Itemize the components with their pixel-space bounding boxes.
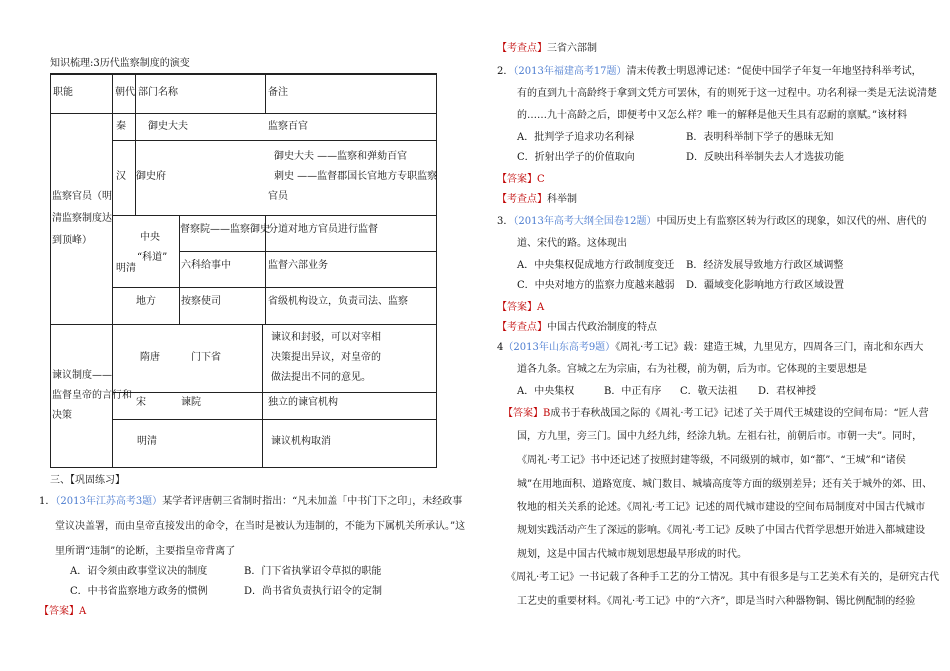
- header-dept: 部门名称: [138, 87, 178, 98]
- q1-source: （2013年江苏高考3题）: [55, 496, 163, 507]
- function-remonstrance: 决策: [52, 410, 72, 421]
- note-suitang: 谏议和封驳，可以对宰相: [271, 332, 381, 343]
- central-label: “科道”: [137, 252, 168, 263]
- q3-text: 道、宋代的路。这体现出: [517, 238, 627, 249]
- dynasty-mingqing-2: 明清: [137, 436, 157, 447]
- central-label: 中央: [140, 232, 160, 243]
- question-3: 3．（2013年高考大纲全国卷12题）中国历史上有监察区转为行政区的现象，如汉代的州、唐代的: [497, 216, 927, 227]
- knowledge-point: 【考查点】三省六部制: [497, 43, 597, 54]
- q4-explain: 规划，这是中国古代城市规划思想最早形成的时代。: [517, 549, 747, 560]
- note-han: 官员: [268, 191, 288, 202]
- q3-option-d: D．疆域变化影响地方行政区域设置: [686, 280, 845, 291]
- q3-option-b: B．经济发展导致地方行政区域调整: [686, 260, 844, 271]
- note-han: 刺史 ——监督郡国长官地方专职监察: [274, 171, 438, 182]
- dept-duchayuan: 督察院——监察御史: [180, 224, 270, 235]
- dept-jianyuan: 谏院: [181, 397, 201, 408]
- q2-option-c: C．折射出学子的价值取向: [517, 152, 635, 163]
- note-suitang: 做法提出不同的意见。: [271, 372, 371, 383]
- q1-option-b: B．门下省执掌诏令草拟的职能: [244, 566, 382, 577]
- q4-explain: 牧地的相关关系的论述。《周礼·考工记》记述的周代城市建设的空间布局制度对中国古代城市: [517, 502, 926, 513]
- knowledge-point: 【考查点】科举制: [497, 194, 577, 205]
- note-han: 御史大夫 ——监察和弹劾百官: [274, 151, 408, 162]
- q1-answer: 【答案】A: [39, 606, 87, 617]
- header-note: 备注: [268, 87, 288, 98]
- q2-option-a: A．批判学子追求功名利禄: [517, 132, 635, 143]
- dept-menxia: 门下省: [191, 352, 221, 363]
- header-function: 职能: [53, 87, 73, 98]
- note-liuke: 监督六部业务: [268, 260, 328, 271]
- dept-liuke: 六科给事中: [181, 260, 231, 271]
- q2-option-b: B．表明科举制下学子的愚昧无知: [686, 132, 834, 143]
- q1-number: 1．: [39, 496, 56, 507]
- note-mingqing-2: 谏议机构取消: [271, 436, 331, 447]
- note-anchashi: 省级机构设立，负责司法、监察: [268, 296, 408, 307]
- q1-option-c: C．中书省监察地方政务的惯例: [70, 586, 208, 597]
- function-remonstrance: 谏议制度——: [52, 370, 112, 381]
- q4-extra: 工艺史的重要材料。《周礼·考工记》中的“六齐”，即是当时六种器物铜、锡比例配制的经验: [517, 596, 916, 607]
- q3-option-a: A．中央集权促成地方行政制度变迁: [517, 260, 675, 271]
- dynasty-song: 宋: [136, 397, 146, 408]
- note-qin: 监察百官: [268, 121, 308, 132]
- q1-option-d: D．尚书省负责执行诏令的定制: [244, 586, 383, 597]
- q4-option-a: A．中央集权: [517, 386, 575, 397]
- question-1: [39, 497, 462, 507]
- dynasty-qin: 秦: [116, 121, 126, 132]
- q2-text: 有的直到九十高龄终于拿到文凭方可罢休，有的则死于这一过程中。功名利禄一类是无法说清楚: [517, 88, 937, 99]
- dept-han: 御史府: [136, 171, 166, 182]
- q4-text: 道各九条。宫城之左为宗庙，右为社稷，前为朝，后为市。它体现的主要思想是: [517, 364, 867, 375]
- function-supervision: 监察官员（明: [52, 191, 112, 202]
- function-supervision: 清监察制度达: [52, 213, 112, 224]
- q2-option-d: D．反映出科举制失去人才选拔功能: [686, 152, 845, 163]
- q1-text: 某学者评唐朝三省制时指出：“凡未加盖「中书门下之印」，未经政事: [162, 496, 463, 507]
- q4-explain: 城”在用地面积、道路宽度、城门数目、城墙高度等方面的级别差异；还有关于城外的郊、田、: [517, 479, 933, 490]
- q4-extra: 《周礼·考工记》一书记载了各种手工艺的分工情况。其中有很多是与工艺美术有关的，是研究古代: [506, 572, 940, 583]
- q4-option-b: B．中正有序: [604, 386, 662, 397]
- header-dynasty: 朝代: [115, 87, 135, 98]
- q3-answer: 【答案】A: [497, 302, 545, 313]
- function-remonstrance: 监督皇帝的言行和: [52, 390, 132, 401]
- dept-qin: 御史大夫: [148, 121, 188, 132]
- q2-answer: 【答案】C: [497, 174, 545, 185]
- q4-option-d: D．君权神授: [758, 386, 817, 397]
- dept-anchashi: 按察使司: [181, 296, 221, 307]
- section-title: 三、【巩固练习】: [50, 475, 125, 486]
- knowledge-point: 【考查点】中国古代政治制度的特点: [497, 322, 657, 333]
- q1-text: 里所谓“违制”的论断，主要指皇帝背离了: [55, 546, 236, 557]
- dynasty-mingqing: 明清: [116, 263, 136, 274]
- section-heading: 知识梳理:3历代监察制度的演变: [50, 58, 190, 69]
- note-song: 独立的谏官机构: [268, 397, 338, 408]
- function-supervision: 到顶峰）: [52, 235, 92, 246]
- q1-text: 堂议决盖署，而由皇帝直接发出的命令，在当时是被认为违制的，不能为下属机关所承认。”这: [55, 521, 466, 532]
- q3-option-c: C．中央对地方的监察力度越来越弱: [517, 280, 675, 291]
- note-duchayuan: 分道对地方官员进行监督: [268, 224, 378, 235]
- supervision-table: [50, 73, 436, 468]
- dynasty-suitang: 隋唐: [140, 352, 160, 363]
- q4-explain: 规划实践活动产生了深远的影响。《周礼·考工记》反映了中国古代哲学思想开始进入都城建设: [517, 525, 926, 536]
- question-2: 2．（2013年福建高考17题）清末传教士明恩溥记述：“促使中国学子年复一年地坚持科举考试，: [497, 66, 922, 77]
- dynasty-han: 汉: [116, 171, 126, 182]
- q1-option-a: A．诏令须由政事堂议决的制度: [70, 566, 208, 577]
- q4-option-c: C．敬天法祖: [680, 386, 738, 397]
- q2-text: 的……九十高龄之后，即便考中又怎么样？唯一的解释是他天生具有忍耐的禀赋。”该材料: [517, 110, 908, 121]
- q4-answer: 【答案】B成书于春秋战国之际的《周礼·考工记》记述了关于周代王城建设的空间布局：“匠人营: [503, 408, 929, 419]
- q4-explain: 国，方九里，旁三门。国中九经九纬，经涂九轨。左祖右社，前朝后市。市朝一夫”。同时，: [517, 431, 923, 442]
- q4-explain: 《周礼·考工记》书中还记述了按照封建等级，不同级别的城市，如“都”、“王城”和“诸侯: [517, 455, 906, 466]
- question-4: 4（2013年山东高考9题）《周礼·考工记》载：建造王城，九里见方，四周各三门，南北和东西大: [497, 342, 924, 353]
- local-label: 地方: [136, 296, 156, 307]
- note-suitang: 决策提出异议，对皇帝的: [271, 352, 381, 363]
